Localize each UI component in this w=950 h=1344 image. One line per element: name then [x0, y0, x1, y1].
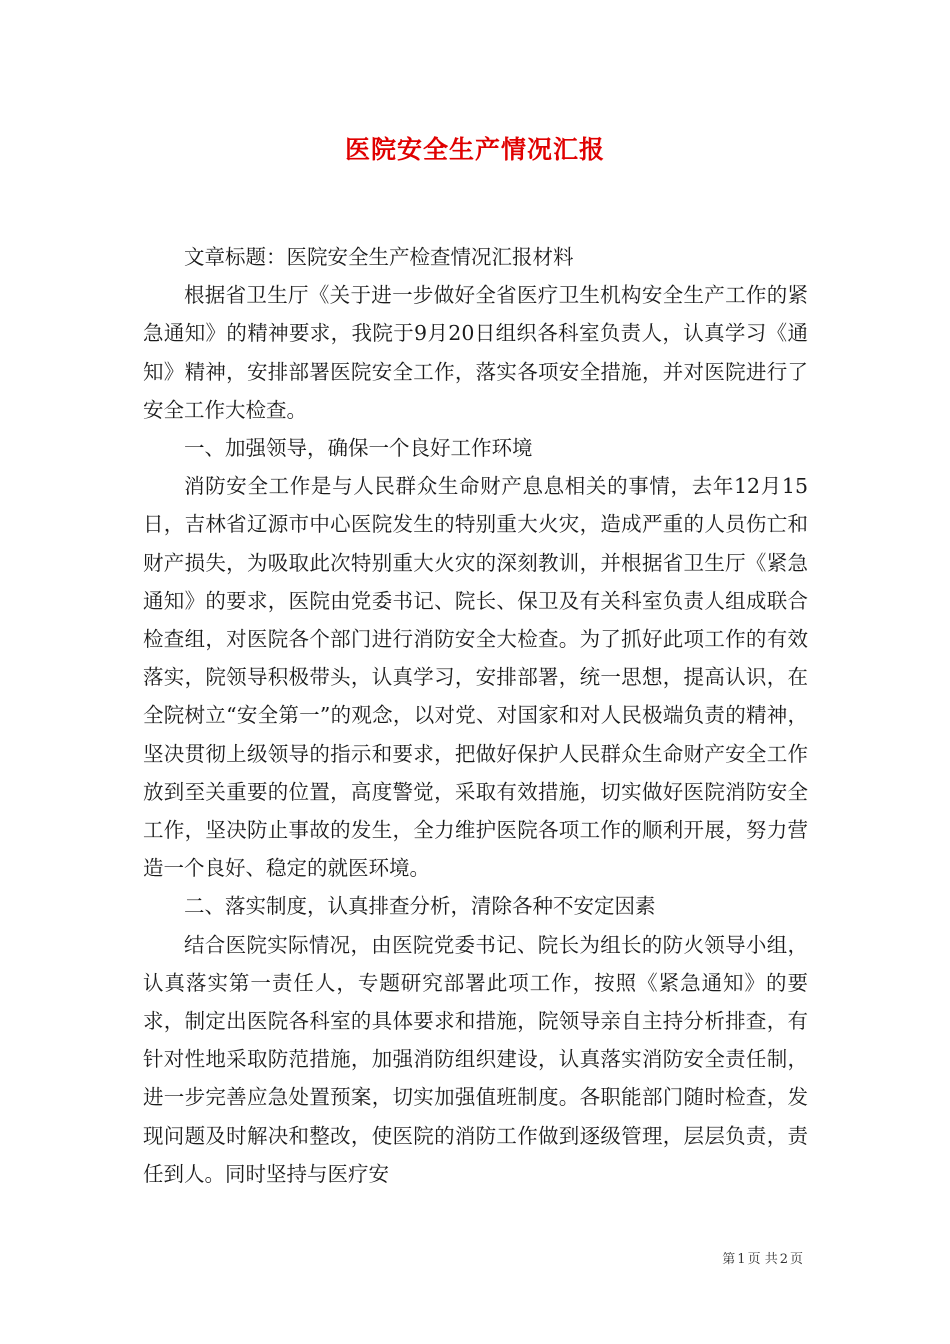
- section-heading-2: 二、落实制度，认真排查分析，清除各种不安定因素: [184, 894, 656, 919]
- page-suffix: 页: [789, 1252, 803, 1267]
- paragraph-article-title: 文章标题：医院安全生产检查情况汇报材料: [184, 245, 574, 269]
- section-heading-1: 一、加强领导，确保一个良好工作环境: [184, 436, 533, 461]
- paragraph-intro: 根据省卫生厅《关于进一步做好全省医疗卫生机构安全生产工作的紧急通知》的精神要求，我院于9月20日组织各科室负责人，认真学习《通知》精神，安排部署医院安全工作，落实各项安全措施，并对医院进行了安全工作大检查。: [143, 283, 808, 422]
- paragraph-section-1: 消防安全工作是与人民群众生命财产息息相关的事情，去年12月15日，吉林省辽源市中心医院发生的特别重大火灾，造成严重的人员伤亡和财产损失，为吸取此次特别重大火灾的深刻教训，并根据省卫生厅《紧急通知》的要求，医院由党委书记、院长、保卫及有关科室负责人组成联合检查组，对医院各个部门进行消防安全大检查。为了抓好此项工作的有效落实，院领导积极带头，认真学习，安排部署，统一思想，提高认识，在全院树立“安全第一”的观念，以对党、对国家和对人民极端负责的精神，坚决贯彻上级领导的指示和要求，把做好保护人民群众生命财产安全工作放到至关重要的位置，高度警觉，采取有效措施，切实做好医院消防安全工作，坚决防止事故的发生，全力维护医院各项工作的顺利开展，努力营造一个良好、稳定的就医环境。: [143, 474, 808, 881]
- total-pages-number: 2: [779, 1252, 788, 1267]
- document-body: [143, 238, 808, 1193]
- page-footer: [0, 1248, 804, 1267]
- page-prefix: 第: [722, 1252, 736, 1267]
- paragraph-section-2: 结合医院实际情况，由医院党委书记、院长为组长的防火领导小组，认真落实第一责任人，专题研究部署此项工作，按照《紧急通知》的要求，制定出医院各科室的具体要求和措施，院领导亲自主持分析排查，有针对性地采取防范措施，加强消防组织建设，认真落实消防安全责任制，进一步完善应急处置预案，切实加强值班制度。各职能部门随时检查，发现问题及时解决和整改，使医院的消防工作做到逐级管理，层层负责，责任到人。同时坚持与医疗安: [143, 932, 808, 1186]
- document-title: 医院安全生产情况汇报: [344, 135, 605, 164]
- current-page-number: 1: [737, 1252, 746, 1267]
- page-mid: 页 共: [747, 1252, 778, 1267]
